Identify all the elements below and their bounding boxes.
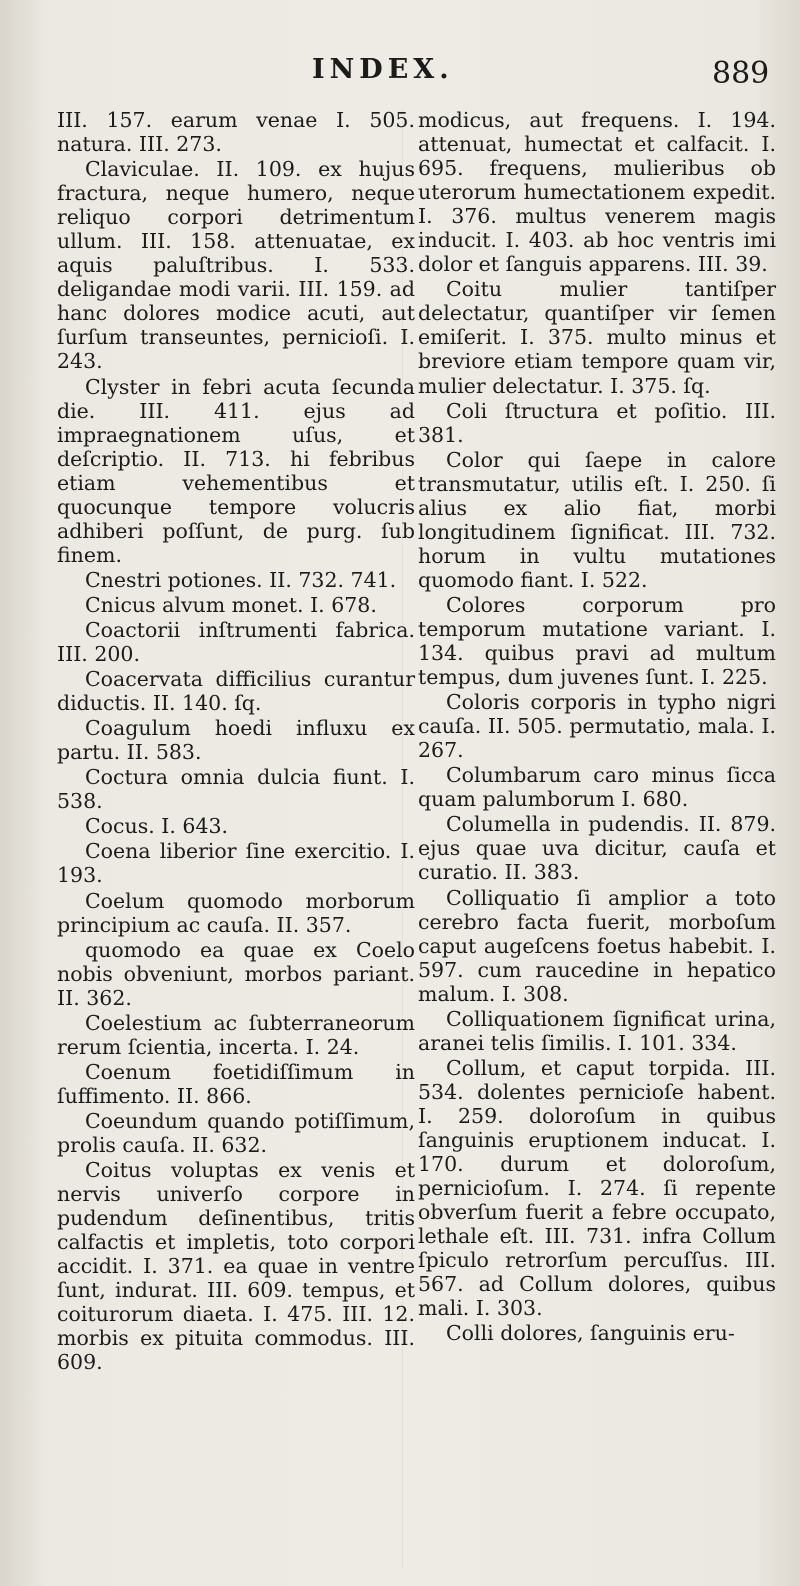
index-entry: Columella in pudendis. II. 879. ejus quae uva dicitur, cauſa et curatio. II. 383. xyxy=(418,812,776,885)
left-column xyxy=(57,108,415,1375)
index-entry: Cnicus alvum monet. I. 678. xyxy=(85,592,377,617)
index-entry: Columbarum caro minus ſicca quam palumborum I. 680. xyxy=(418,763,776,812)
index-entry: Cocus. I. 643. xyxy=(85,814,229,839)
index-entry: Colliquatio ſi amplior a toto cerebro facta fuerit, morboſum caput augeſcens foetus habebit. I. 597. cum raucedine in hepatico malum. I. 308. xyxy=(418,885,776,1006)
index-entry: Colli dolores, ſanguinis eru- xyxy=(446,1321,735,1346)
column-gutter xyxy=(402,108,403,1568)
index-entry: Coloris corporis in typho nigri cauſa. II. 505. permutatio, mala. I. 267. xyxy=(418,690,776,763)
index-entry: Coena liberior ſine exercitio. I. 193. xyxy=(57,839,415,888)
right-column xyxy=(418,108,776,1346)
index-entry: Coactorii inſtrumenti fabrica. III. 200. xyxy=(57,617,415,667)
running-title: INDEX. xyxy=(312,54,454,85)
page-header xyxy=(0,52,800,92)
index-entry: Coeundum quando potiſſimum, prolis cauſa. II. 632. xyxy=(57,1108,415,1157)
index-entry: Coitus voluptas ex venis et nervis univerſo corpore in pudendum deſinentibus, tritis calfactis et impletis, toto corpori accidit. I. 371. ea quae in ventre ſunt, indurat. III. 609. tempus, et coiturorum diaeta. I. 475. III. 12. morbis ex pituita commodus. III. 609. xyxy=(57,1158,415,1375)
index-entry: Collum, et caput torpida. III. 534. dolentes pernicioſe habent. I. 259. doloroſum in quibus ſanguinis eruptionem inducat. I. 170. durum et doloroſum, pernicioſum. I. 274. ſi repente obverſum fuerit a febre occupato, lethale eſt. III. 731. infra Collum ſpiculo retrorſum percuſſus. III. 567. ad Collum dolores, quibus mali. I. 303. xyxy=(418,1055,776,1321)
index-entry: III. 157. earum venae I. 505. natura. III. 273. xyxy=(57,108,415,157)
index-entry: Colores corporum pro temporum mutatione variant. I. 134. quibus pravi ad multum tempus, dum juvenes ſunt. I. 225. xyxy=(418,592,776,690)
index-entry: Colliquationem ſignificat urina, aranei telis ſimilis. I. 101. 334. xyxy=(418,1006,776,1055)
index-entry: Clyster in febri acuta ſecunda die. III. 411. ejus ad impraegnationem uſus, et deſcriptio. II. 713. hi febribus etiam vehementibus et quocunque tempore volucris adhiberi poſſunt, de purg. ſub finem. xyxy=(57,374,415,567)
index-entry: modicus, aut frequens. I. 194. attenuat, humectat et calfacit. I. 695. frequens, mulieribus ob uterorum humectationem expedit. I. 376. multus venerem magis inducit. I. 403. ab hoc ventris imi dolor et ſanguis apparens. III. 39. xyxy=(418,108,776,277)
index-entry: Cnestri potiones. II. 732. 741. xyxy=(85,567,397,592)
index-entry: Coagulum hoedi influxu ex partu. II. 583. xyxy=(57,716,415,765)
index-entry: Coli ſtructura et poſitio. III. 381. xyxy=(418,398,776,447)
index-entry: Claviculae. II. 109. ex hujus fractura, neque humero, neque reliquo corpori detrimentum ullum. III. 158. attenuatae, ex aquis paluſtribus. I. 533. deligandae modi varii. III. 159. ad hanc dolores modice acuti, aut ſurſum transeuntes, pernicioſi. I. 243. xyxy=(57,157,415,374)
page-number: 889 xyxy=(712,56,770,91)
index-entry: Coelestium ac ſubterraneorum rerum ſcientia, incerta. I. 24. xyxy=(57,1010,415,1059)
index-entry: Coitu mulier tantiſper delectatur, quantiſper vir ſemen emiſerit. I. 375. multo minus et breviore etiam tempore quam vir, mulier delectatur. I. 375. ſq. xyxy=(418,277,776,398)
index-entry: Coacervata difficilius curantur diductis. II. 140. ſq. xyxy=(57,667,415,716)
index-entry: Color qui ſaepe in calore transmutatur, utilis eſt. I. 250. ſi alius ex alio fiat, morbi longitudinem ſignificat. III. 732. horum in vultu mutationes quomodo fiant. I. 522. xyxy=(418,447,776,592)
index-entry: Coelum quomodo morborum principium ac cauſa. II. 357. xyxy=(57,888,415,937)
index-entry: quomodo ea quae ex Coelo nobis obveniunt, morbos pariant. II. 362. xyxy=(57,937,415,1010)
index-entry: Coenum foetidiſſimum in ſuffimento. II. 866. xyxy=(57,1059,415,1108)
index-entry: Coctura omnia dulcia fiunt. I. 538. xyxy=(57,765,415,814)
